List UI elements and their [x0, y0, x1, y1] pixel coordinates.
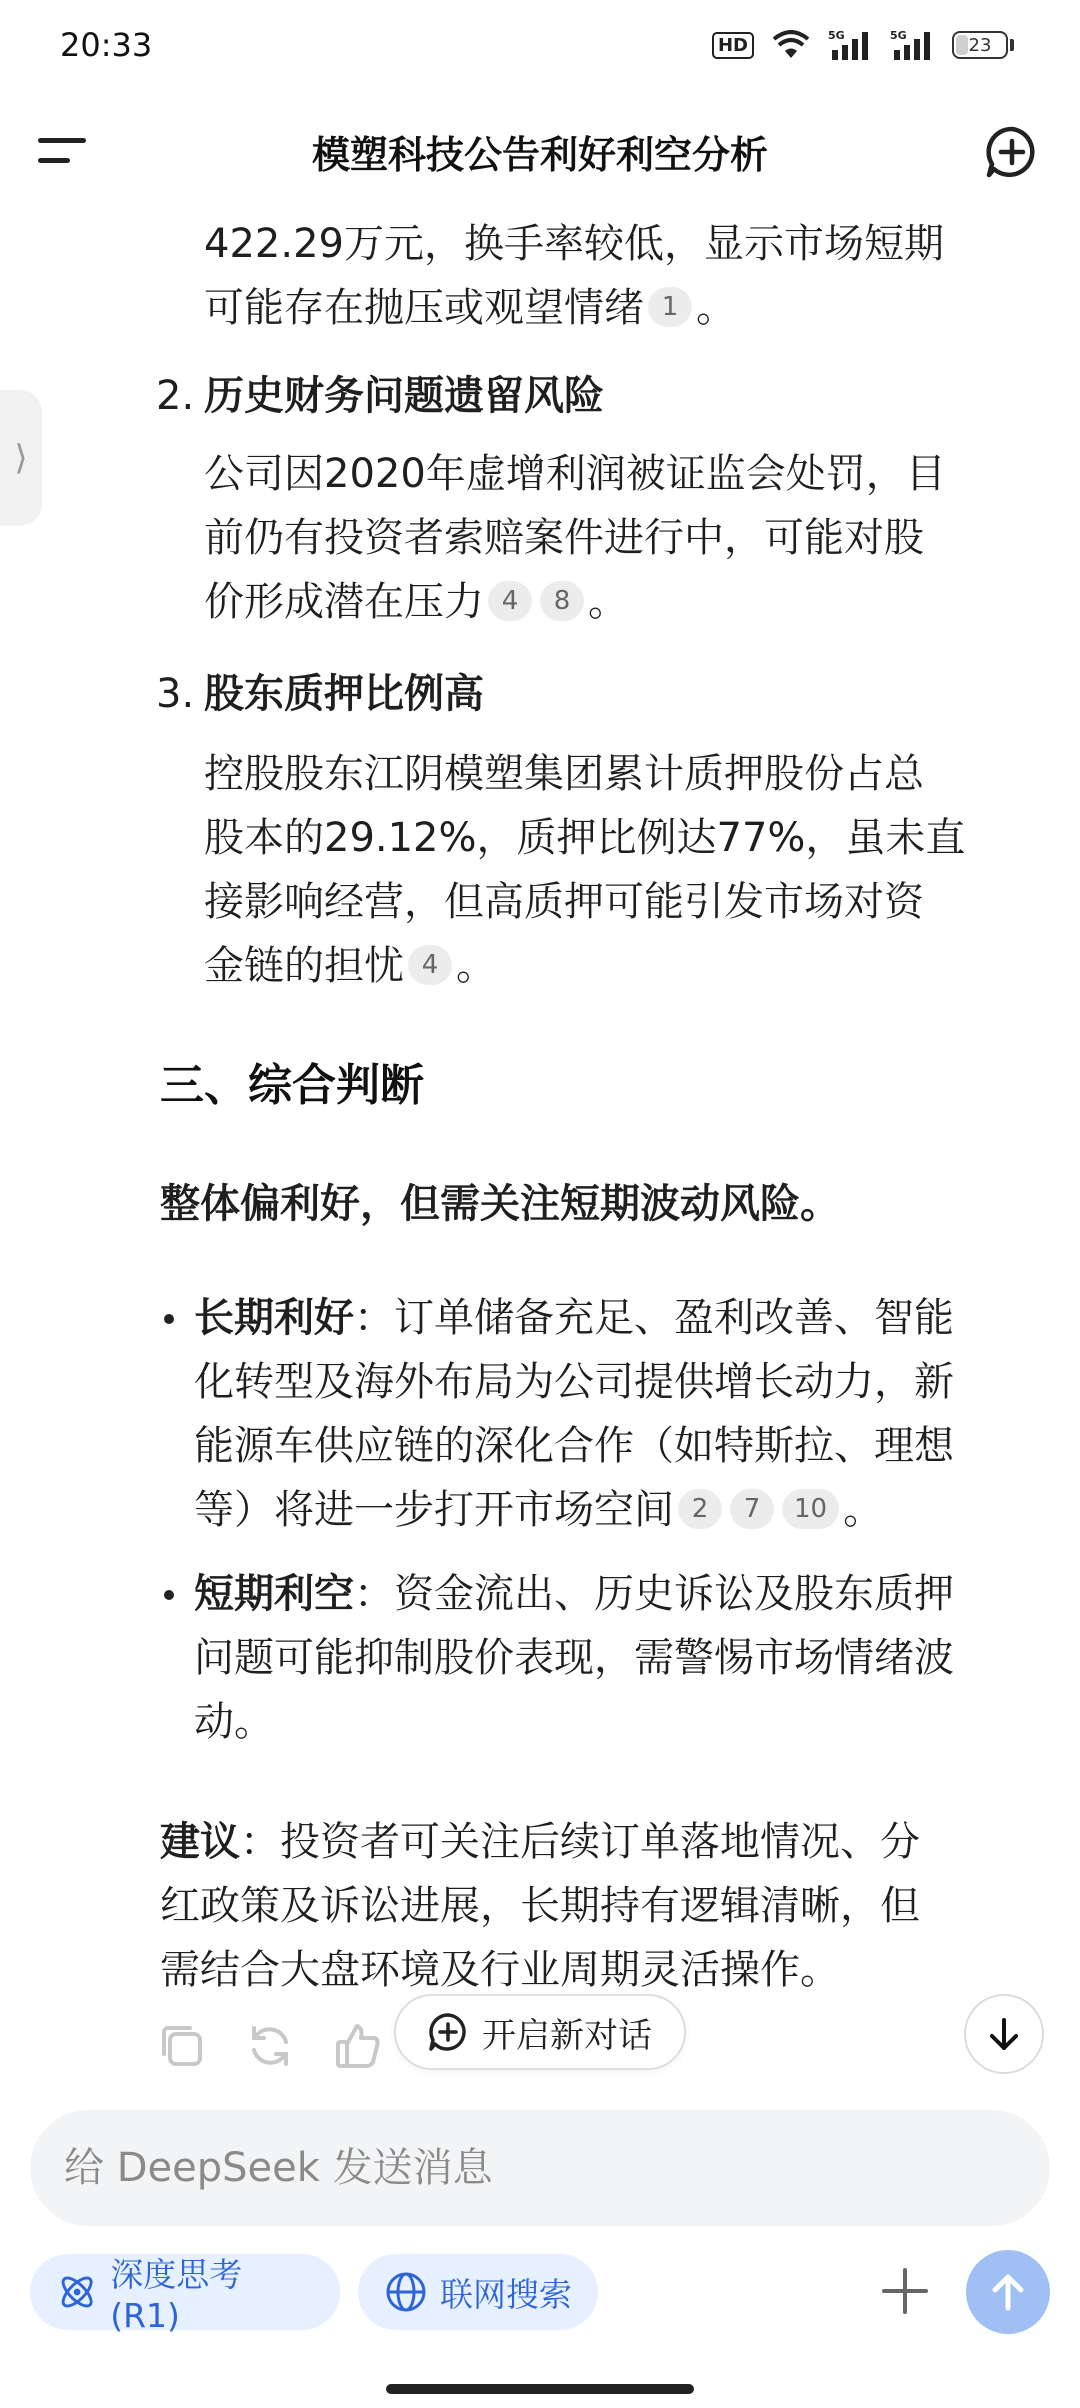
status-time: 20:33: [60, 26, 153, 64]
wifi-icon: [772, 30, 810, 60]
battery-icon: [952, 31, 1014, 59]
signal-icon: [828, 28, 872, 62]
bullet-text: 等）将进一步打开市场空间: [194, 1487, 674, 1533]
signal-icon: [890, 28, 934, 62]
risk-line: 价形成潜在压力 4 8 。: [204, 579, 628, 625]
new-chat-icon[interactable]: [984, 124, 1040, 180]
regenerate-icon[interactable]: [244, 2020, 296, 2072]
signal-label: 5G: [828, 29, 845, 42]
bullet-label: 短期利空: [194, 1571, 354, 1617]
bullet-line: 动。: [194, 1699, 274, 1745]
new-chat-button[interactable]: [394, 1994, 686, 2070]
citation-badge[interactable]: 4: [488, 581, 532, 621]
thumbs-up-icon[interactable]: [332, 2020, 384, 2072]
bullet-text: ：资金流出、历史诉讼及股东质押: [354, 1571, 954, 1617]
arrow-up-icon: [986, 2270, 1030, 2314]
status-icons: [712, 28, 1014, 62]
bullet-line: 化转型及海外布局为公司提供增长动力，新: [194, 1359, 954, 1405]
risk-line: 股本的29.12%，质押比例达77%，虽未直: [204, 815, 966, 861]
bullet-text: ：订单储备充足、盈利改善、智能: [354, 1295, 954, 1341]
summary-text: 整体偏利好，但需关注短期波动风险。: [160, 1181, 840, 1227]
bullet-line: [194, 1562, 954, 1626]
message-input[interactable]: [64, 2110, 964, 2226]
new-chat-label: 开启新对话: [482, 2015, 652, 2056]
summary-line: [160, 1172, 840, 1236]
send-button[interactable]: [966, 2250, 1050, 2334]
risk-title: 历史财务问题遗留风险: [204, 373, 604, 419]
advice-line: 红政策及诉讼进展，长期持有逻辑清晰，但: [160, 1883, 920, 1929]
citation-badge[interactable]: 8: [540, 581, 584, 621]
section-heading: 三、综合判断: [160, 1060, 424, 1111]
citation-badge[interactable]: 1: [648, 287, 692, 327]
deep-think-label: 深度思考 (R1): [110, 2255, 243, 2335]
bullet-line: 等）将进一步打开市场空间 2 7 10 。: [194, 1487, 884, 1533]
bullet-line: 能源车供应链的深化合作（如特斯拉、理想: [194, 1423, 954, 1469]
bullet-line: [194, 1286, 954, 1350]
app-header: [0, 96, 1080, 206]
battery-level: 23: [968, 34, 992, 56]
citation-badge[interactable]: 4: [408, 945, 452, 985]
risk-line: 控股股东江阴模塑集团累计质押股份占总: [204, 751, 924, 797]
citation-badge[interactable]: 2: [678, 1489, 722, 1529]
list-number: 2.: [156, 373, 195, 419]
risk-line: 接影响经营，但高质押可能引发市场对资: [204, 879, 924, 925]
page-title: 模塑科技公告利好利空分析: [311, 133, 768, 177]
bullet-label: 长期利好: [194, 1295, 354, 1341]
intro-line: 422.29万元，换手率较低，显示市场短期: [204, 221, 944, 267]
intro-text: 可能存在抛压或观望情绪: [204, 285, 644, 331]
chevron-right-icon: ⟩: [14, 438, 28, 478]
risk-line: 金链的担忧 4 。: [204, 943, 496, 989]
advice-line: [160, 1810, 920, 1874]
risk-line: 公司因2020年虚增利润被证监会处罚，目: [204, 451, 946, 497]
attach-button[interactable]: [870, 2256, 940, 2326]
message-input-box[interactable]: [30, 2110, 1050, 2226]
hd-icon: HD: [712, 32, 754, 59]
web-search-toggle[interactable]: [358, 2254, 598, 2330]
globe-icon: [384, 2270, 428, 2314]
arrow-down-icon: [984, 2014, 1024, 2054]
status-bar: [0, 0, 1080, 96]
atom-icon: [56, 2270, 98, 2314]
risk-text: 金链的担忧: [204, 943, 404, 989]
advice-line: 需结合大盘环境及行业周期灵活操作。: [160, 1947, 840, 1993]
citation-badge[interactable]: 10: [782, 1489, 839, 1529]
deep-think-toggle[interactable]: [30, 2254, 340, 2335]
advice-label: 建议: [160, 1819, 240, 1865]
risk-title: 股东质押比例高: [204, 671, 484, 717]
web-search-label: 联网搜索: [440, 2274, 572, 2314]
bullet-dot: [164, 1590, 174, 1600]
plus-icon: [870, 2256, 940, 2326]
signal-label: 5G: [890, 29, 907, 42]
message-content: [0, 206, 1080, 1986]
new-chat-icon: [428, 2012, 468, 2052]
home-indicator[interactable]: [386, 2384, 694, 2394]
bullet-line: 问题可能抑制股价表现，需警惕市场情绪波: [194, 1635, 954, 1681]
advice-text: ：投资者可关注后续订单落地情况、分: [240, 1819, 920, 1865]
copy-icon[interactable]: [156, 2020, 208, 2072]
citation-badge[interactable]: 7: [730, 1489, 774, 1529]
risk-text: 价形成潜在压力: [204, 579, 484, 625]
scroll-to-bottom-button[interactable]: [964, 1994, 1044, 2074]
list-number: 3.: [156, 671, 195, 717]
intro-line: 可能存在抛压或观望情绪 1 。: [204, 285, 736, 331]
risk-line: 前仍有投资者索赔案件进行中，可能对股: [204, 515, 924, 561]
bullet-dot: [164, 1314, 174, 1324]
